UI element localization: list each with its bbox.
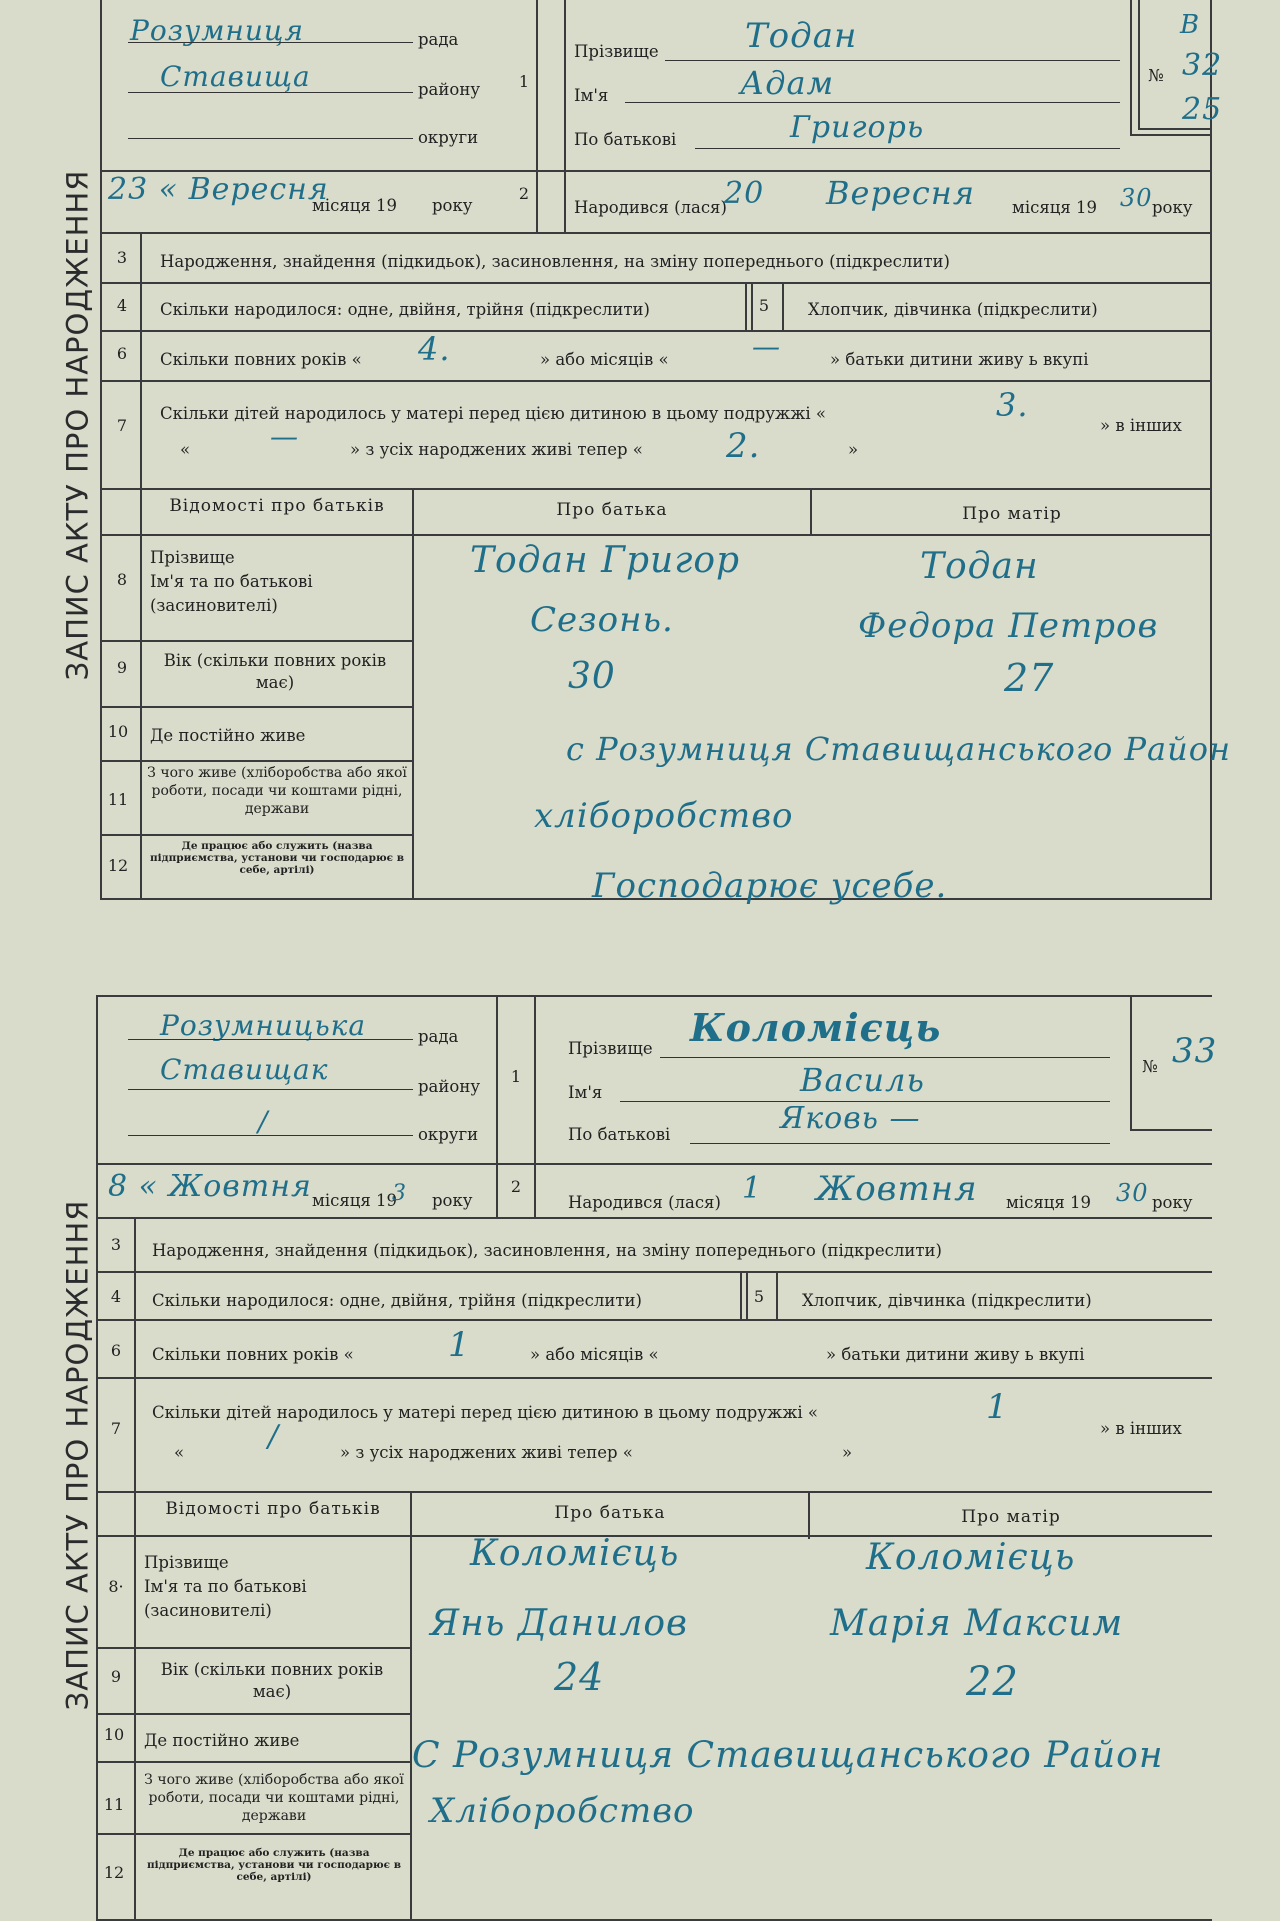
rada-label: рада [418,30,459,49]
row6-text-a: Скільки повних років « [160,350,362,369]
patronymic-label: По батькові [568,1125,671,1144]
rada-value: Розумницька [160,1009,367,1042]
children-this-marriage: 3. [996,386,1029,424]
birth-year-label: року [1152,1193,1193,1212]
registration-date: 8 « Жовтня [108,1169,312,1204]
birth-month-value: Вересня [826,174,976,212]
father-name-line1: Тодан Григор [470,540,741,581]
surname-value: Коломієць [690,1005,942,1050]
mother-name-line1: Тодан [920,546,1039,587]
patronymic-label: По батькові [574,130,677,149]
alive-now-value: 2. [726,426,761,466]
birth-year-value: 30 [1120,184,1153,212]
mother-header: Про матір [962,504,1062,524]
mother-age: 22 [966,1659,1019,1705]
children-this-marriage: 1 [986,1387,1009,1427]
row3-text: Народження, знайдення (підкидьок), засиновлення, на зміну попереднього (підкреслити) [160,252,950,271]
row7-text-b: » в інших [1100,1419,1182,1438]
children-other: / [268,1419,280,1454]
okrug-value: / [258,1105,269,1138]
reg-year-label: року [432,1191,473,1210]
corner-mark: В [1180,10,1201,40]
birth-record-form-2: ЗАПИС АКТУ ПРО НАРОДЖЕННЯ 1 2 Розумницька рада Ставищак району / округи 8 « Жовтня місяця 19 3 року Прізвище Коломієць Ім'я Василь По батькові Яковь — № 33 Народився (лася) 1 Жовтня місяця 19 30 року 3 Народження, знайдення (підкидьок), засиновлення, на зміну попереднього (підкреслити) 4 Скільки народилося: одне, двійня, трійня (підкреслити) 5 Хлопчик, дівчинка (підкреслити) 6 Скільки повних років « 1 » або місяців « » батьки дитини живу ь вкупі 7 Скільки дітей народилось у матері перед цією дитиною в цьому подружжі « 1 » в інших « / » з усіх народжених живі тепер « » Відомості про батьків Про батька Про матір 8· Прізвище Ім'я та по батькові (засиновителі) Коломієць Янь Данилов Коломієць Марія Максим 9 Вік (скільки повних років має) 24 22 10 Де постійно живе С Розумниця Ставищанського Район 11 З чого живе (хліборобства або якої роботи, посади чи коштами рідні, держави Хліборобство 12 Де працює або служить (назва підприємства, установи чи господарює в себе, артілі) [0,995,1280,1921]
father-name-line1: Коломієць [470,1533,680,1574]
row9-text: Вік (скільки повних років має) [163,651,387,692]
row5-text: Хлопчик, дівчинка (підкреслити) [808,300,1098,319]
row6-text-c: » батьки дитини живу ь вкупі [826,1345,1085,1364]
reg-year-value: 3 [392,1181,407,1206]
name-label: Ім'я [574,86,609,105]
row7-text-c: « [180,440,191,459]
row6-text-c: » батьки дитини живу ь вкупі [830,350,1089,369]
birth-year-label: року [1152,198,1193,217]
father-header: Про батька [556,500,668,520]
parents-header: Відомості про батьків [165,1499,381,1519]
mother-name-line2: Федора Петров [858,606,1159,646]
reg-month-label: місяця 19 [312,1191,398,1210]
mother-name-line1: Коломієць [866,1537,1076,1578]
rada-label: рада [418,1027,459,1046]
row7-text-d: » з усіх народжених живі тепер « [340,1443,633,1462]
mother-name-line2: Марія Максим [830,1603,1124,1644]
form-title: ЗАПИС АКТУ ПРО НАРОДЖЕННЯ [60,1199,94,1711]
father-name-line2: Сезонь. [530,600,674,640]
rayon-value: Ставищак [160,1053,329,1086]
reg-year-label: року [432,196,473,215]
row4-text: Скільки народилося: одне, двійня, трійня (підкреслити) [160,300,650,319]
row4-text: Скільки народилося: одне, двійня, трійня (підкреслити) [152,1291,642,1310]
row6-text-a: Скільки повних років « [152,1345,354,1364]
years-together-value: 1 [448,1325,471,1365]
row11-text: З чого живе (хліборобства або якої роботи, посади чи коштами рідні, держави [147,765,407,817]
rayon-label: району [418,1077,481,1096]
row7-text-d: » з усіх народжених живі тепер « [350,440,643,459]
patronymic-value: Григорь [790,110,925,145]
livelihood-value: Хліборобство [430,1791,695,1831]
rayon-value: Ставища [160,60,311,93]
surname-label: Прізвище [574,42,659,61]
name-label: Ім'я [568,1083,603,1102]
okrug-label: округи [418,1125,479,1144]
row7-text-a: Скільки дітей народилось у матері перед цією дитиною в цьому подружжі « [160,404,827,423]
row10-text: Де постійно живе [144,1731,300,1750]
children-other: — [270,420,299,453]
born-label: Народився (лася) [568,1193,721,1212]
record-number: 32 [1182,48,1223,83]
row6-text-b: » або місяців « [540,350,669,369]
row8-text: Прізвище Ім'я та по батькові (засиновителі) [144,1553,307,1620]
workplace-value: Господарює усебе. [592,866,948,906]
father-header: Про батька [554,1503,666,1523]
birth-month-label: місяця 19 [1012,198,1098,217]
months-together-value: — [752,330,781,363]
birth-day-value: 20 [724,176,765,211]
row3-text: Народження, знайдення (підкидьок), засиновлення, на зміну попереднього (підкреслити) [152,1241,942,1260]
birth-record-form-1: ЗАПИС АКТУ ПРО НАРОДЖЕННЯ 1 2 Розумниця рада Ставища району округи 23 « Вересня місяця 19 року Прізвище Тодан Ім'я Адам По батькові Григорь № В 32 25 Народився (лася) 20 Вересня місяця 19 30 року 3 Народження, знайдення (підкидьок), засиновлення, на зміну попереднього (підкреслити) 4 Скільки народилося: одне, двійня, трійня (підкреслити) 5 Хлопчик, дівчинка (підкреслити) 6 Скільки повних років « 4. » або місяців « — » батьки дитини живу ь вкупі 7 Скільки дітей народилось у матері перед цією дитиною в цьому подружжі « 3. » в інших « — » з усіх народжених живі тепер « 2. » Відомості про батьків Про батька Про матір 8 Прізвище Ім'я та по батькові (засиновителі) Тодан Григор Сезонь. Тодан Федора Петров 9 Вік (скільки повних років має) 30 27 10 Де постійно живе с Розумниця Ставищанського Район 11 З чого живе (хліборобства або якої роботи, посади чи коштами рідні, держави хліборобство 12 Де працює або служить (назва підприємства, установи чи господарює в себе, артілі) Господарює усебе. [0,0,1280,900]
row10-text: Де постійно живе [150,726,306,745]
surname-label: Прізвище [568,1039,653,1058]
father-name-line2: Янь Данилов [430,1603,689,1644]
form-title: ЗАПИС АКТУ ПРО НАРОДЖЕННЯ [60,169,94,681]
father-age: 30 [568,656,616,697]
born-label: Народився (лася) [574,198,727,217]
years-together-value: 4. [418,330,451,368]
birth-month-label: місяця 19 [1006,1193,1092,1212]
name-value: Адам [740,64,835,102]
birth-day-value: 1 [742,1171,763,1206]
row7-text-b: » в інших [1100,416,1182,435]
okrug-label: округи [418,128,479,147]
number-label: № [1142,1057,1158,1076]
row7-text-e: » [842,1443,853,1462]
record-number-alt: 25 [1182,92,1223,127]
father-age: 24 [554,1655,605,1699]
row9-text: Вік (скільки повних років має) [160,1660,384,1701]
row12-text: Де працює або служить (назва підприємства, установи чи господарює в себе, артілі) [149,840,405,876]
row11-text: З чого живе (хліборобства або якої роботи, посади чи коштами рідні, держави [144,1772,404,1824]
surname-value: Тодан [745,16,858,56]
patronymic-value: Яковь — [780,1101,921,1136]
row5-text: Хлопчик, дівчинка (підкреслити) [802,1291,1092,1310]
livelihood-value: хліборобство [534,796,794,836]
row7-text-c: « [174,1443,185,1462]
reg-month-label: місяця 19 [312,196,398,215]
row6-text-b: » або місяців « [530,1345,659,1364]
birth-year-value: 30 [1116,1179,1149,1207]
mother-age: 27 [1004,656,1055,700]
birth-month-value: Жовтня [816,1169,978,1209]
row7-text-a: Скільки дітей народилось у матері перед цією дитиною в цьому подружжі « [152,1403,819,1422]
name-value: Василь [800,1061,925,1099]
row7-text-e: » [848,440,859,459]
residence-value: с Розумниця Ставищанського Район [566,730,1232,768]
mother-header: Про матір [961,1507,1061,1527]
registration-date: 23 « Вересня [108,172,329,207]
parents-header: Відомості про батьків [169,496,385,516]
row8-text: Прізвище Ім'я та по батькові (засиновителі) [150,548,313,615]
residence-value: С Розумниця Ставищанського Район [412,1735,1164,1776]
number-label: № [1148,66,1164,85]
rada-value: Розумниця [130,14,304,47]
row12-text: Де працює або служить (назва підприємства, установи чи господарює в себе, артілі) [146,1847,402,1883]
record-number: 33 [1172,1031,1218,1071]
rayon-label: району [418,80,481,99]
